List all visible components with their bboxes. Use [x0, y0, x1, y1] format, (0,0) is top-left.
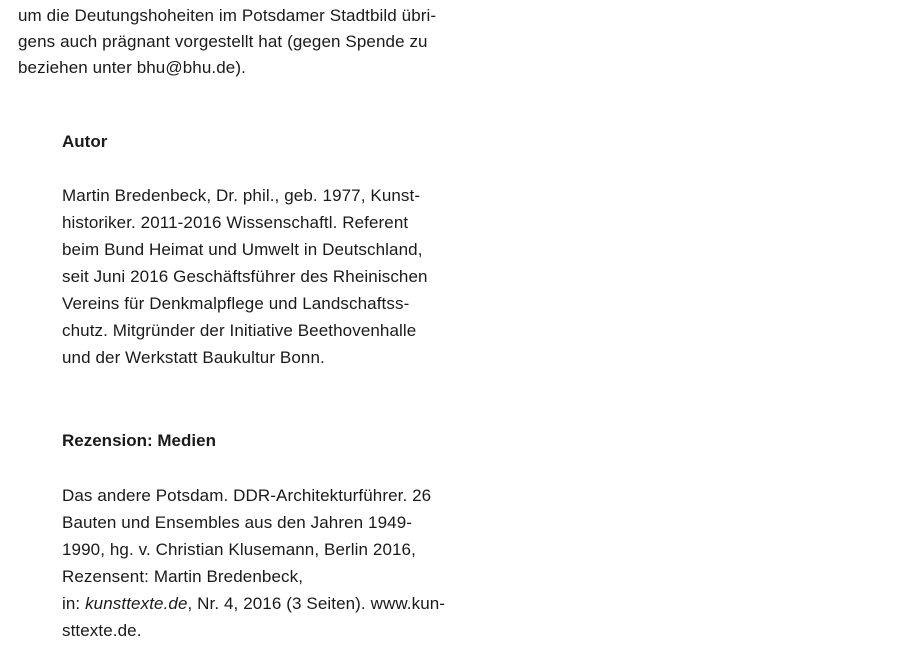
citation-journal: kunsttexte.de: [85, 594, 188, 613]
author-line-1: Martin Bredenbeck, Dr. phil., geb. 1977, Kunst-: [62, 186, 421, 205]
review-line-3: 1990, hg. v. Christian Klusemann, Berlin 2016,: [62, 540, 416, 559]
review-heading: Rezension: Medien: [62, 431, 216, 450]
intro-line-1: um die Deutungshoheiten im Potsdamer Stadtbild übri-: [18, 6, 437, 25]
review-line-2: Bauten und Ensembles aus den Jahren 1949-: [62, 513, 413, 532]
review-line-1: Das andere Potsdam. DDR-Architekturführer. 26: [62, 486, 432, 505]
author-line-5: Vereins für Denkmalpflege und Landschaftss-: [62, 294, 410, 313]
review-last-line: sttexte.de.: [62, 621, 142, 640]
author-line-6: chutz. Mitgründer der Initiative Beethovenhalle: [62, 321, 417, 340]
author-line-7: und der Werkstatt Baukultur Bonn.: [62, 348, 325, 367]
author-line-2: historiker. 2011-2016 Wissenschaftl. Referent: [62, 213, 409, 232]
review-line-4: Rezensent: Martin Bredenbeck,: [62, 567, 304, 586]
author-line-3: beim Bund Heimat und Umwelt in Deutschland,: [62, 240, 423, 259]
review-citation-line: [62, 592, 445, 616]
citation-prefix: in:: [62, 594, 86, 613]
intro-line-3: beziehen unter bhu@bhu.de).: [18, 58, 246, 77]
author-heading: Autor: [62, 132, 108, 151]
intro-line-2: gens auch prägnant vorgestellt hat (gegen Spende zu: [18, 32, 428, 51]
author-line-4: seit Juni 2016 Geschäftsführer des Rheinischen: [62, 267, 428, 286]
citation-suffix: , Nr. 4, 2016 (3 Seiten). www.kun-: [187, 594, 446, 613]
